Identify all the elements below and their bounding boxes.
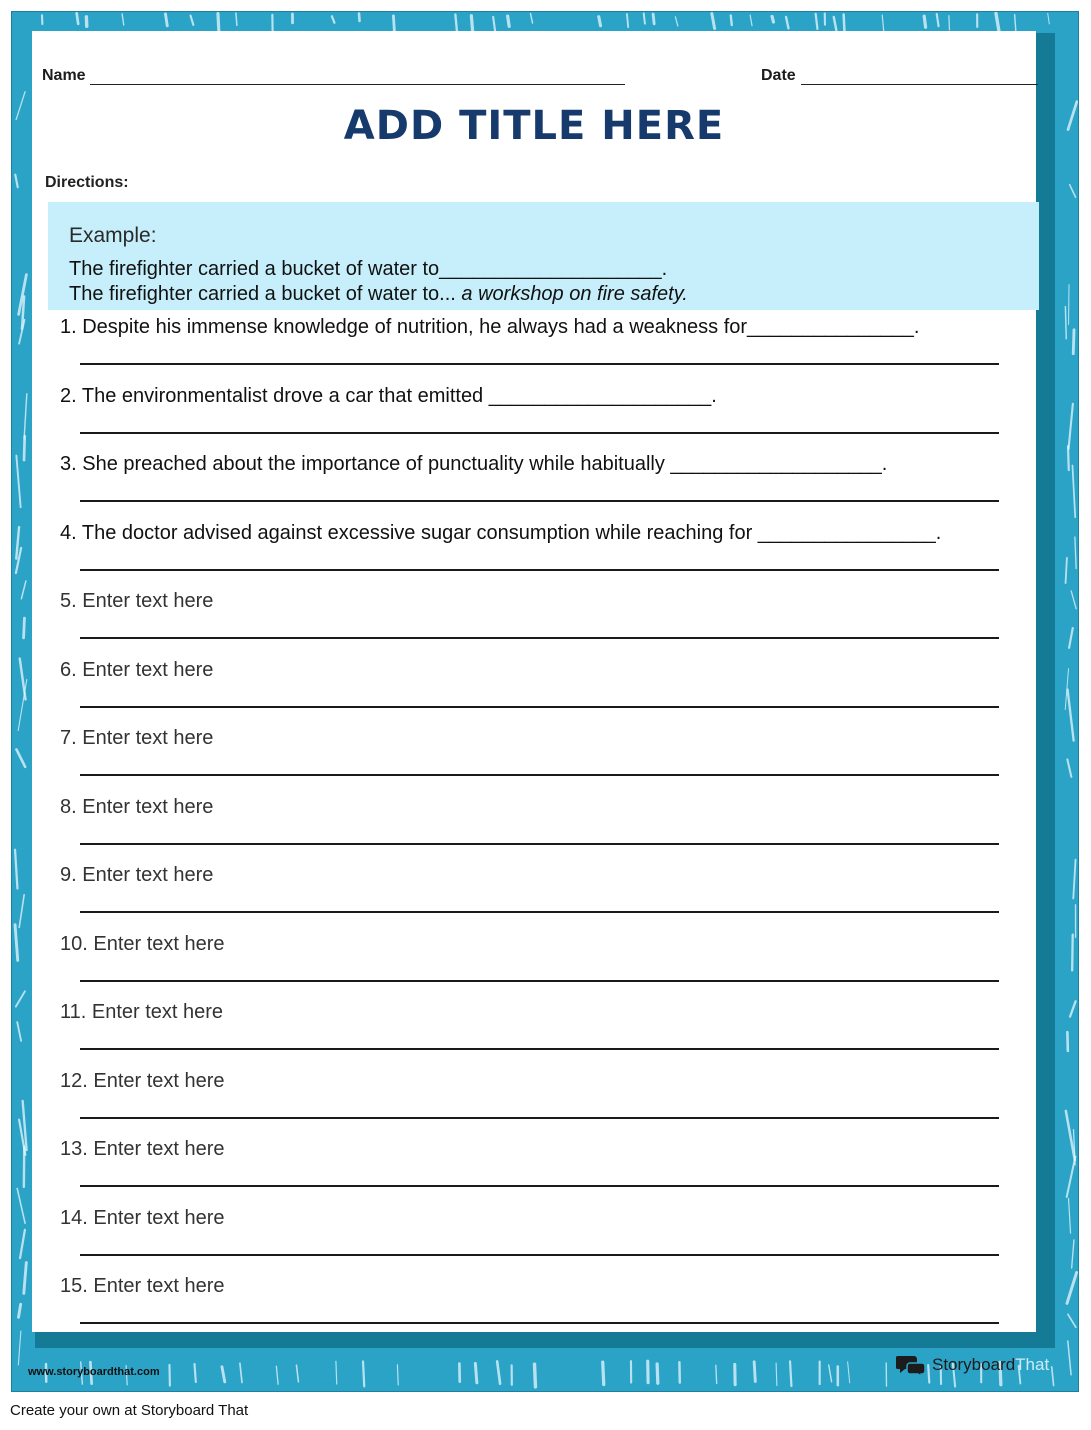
frame-streak (222, 1367, 225, 1382)
frame-streak (1069, 404, 1073, 449)
frame-streak (937, 14, 939, 26)
frame-streak (296, 1365, 298, 1382)
frame-streak (1069, 1199, 1071, 1234)
frame-streak (1070, 185, 1076, 198)
frame-streak (657, 1364, 658, 1383)
frame-streak (653, 14, 654, 24)
frame-streak (531, 14, 533, 23)
frame-streak (236, 13, 237, 25)
answer-line-10[interactable] (80, 980, 999, 982)
frame-streak (16, 991, 25, 1006)
brand-name (932, 1355, 1049, 1375)
frame-streak (276, 1366, 278, 1384)
answer-line-8[interactable] (80, 843, 999, 845)
frame-streak (816, 14, 818, 29)
frame-streak (603, 1362, 604, 1384)
question-1[interactable]: 1. Despite his immense knowledge of nutrition, he always had a weakness for_______________. (60, 316, 920, 338)
frame-streak (24, 618, 25, 638)
frame-streak (363, 1362, 364, 1387)
frame-streak (24, 436, 25, 460)
frame-streak (24, 1263, 27, 1294)
frame-streak (1071, 591, 1076, 609)
storyboardthat-logo[interactable] (896, 1354, 1049, 1376)
frame-streak (17, 1189, 25, 1224)
frame-streak (644, 13, 645, 23)
answer-line-7[interactable] (80, 774, 999, 776)
frame-streak (24, 394, 27, 439)
frame-streak (77, 13, 78, 24)
frame-streak (1068, 1314, 1076, 1327)
frame-streak (20, 1230, 25, 1258)
frame-streak (122, 14, 124, 25)
answer-line-6[interactable] (80, 706, 999, 708)
answer-line-9[interactable] (80, 911, 999, 913)
frame-streak (1068, 446, 1069, 470)
directions-label: Directions: (45, 174, 129, 191)
frame-streak (15, 850, 17, 889)
frame-streak (1052, 1367, 1054, 1386)
frame-streak (332, 16, 335, 22)
brand-name-accent: That (1015, 1355, 1050, 1374)
frame-streak (776, 1363, 777, 1385)
frame-streak (627, 14, 628, 27)
frame-streak (397, 1365, 398, 1385)
answer-line-14[interactable] (80, 1254, 999, 1256)
question-6[interactable]: 6. Enter text here (60, 658, 214, 681)
question-7[interactable]: 7. Enter text here (60, 727, 214, 749)
frame-streak (17, 1022, 21, 1041)
frame-streak (599, 17, 601, 26)
name-field[interactable] (90, 84, 625, 85)
name-label: Name (42, 67, 86, 84)
answer-line-12[interactable] (80, 1117, 999, 1119)
frame-streak (848, 1362, 850, 1383)
brand-name-main: Storyboard (932, 1355, 1016, 1374)
frame-streak (1066, 558, 1067, 583)
answer-line-5[interactable] (80, 637, 999, 639)
question-9[interactable]: 9. Enter text here (60, 864, 214, 886)
frame-streak (194, 1364, 195, 1382)
frame-streak (1073, 860, 1075, 899)
answer-line-11[interactable] (80, 1048, 999, 1050)
frame-streak (1067, 1273, 1077, 1304)
frame-streak (393, 16, 394, 32)
question-2[interactable]: 2. The environmentalist drove a car that emitted ____________________. (60, 384, 717, 407)
frame-streak (16, 456, 20, 508)
frame-streak (1015, 15, 1016, 31)
question-4[interactable]: 4. The doctor advised against excessive sugar consumption while reaching for ________________. (60, 521, 942, 544)
frame-streak (16, 527, 19, 559)
answer-line-4[interactable] (80, 569, 999, 571)
frame-streak (1072, 1240, 1074, 1268)
frame-streak (712, 14, 715, 29)
frame-streak (1068, 102, 1077, 130)
question-13[interactable]: 13. Enter text here (60, 1138, 225, 1160)
frame-streak (475, 1363, 476, 1382)
question-11[interactable]: 11. Enter text here (60, 1001, 224, 1023)
frame-streak (1065, 307, 1066, 339)
frame-streak (844, 14, 845, 32)
example-heading: Example: (69, 224, 157, 247)
frame-streak (834, 17, 837, 30)
frame-streak (924, 16, 925, 27)
question-12[interactable]: 12. Enter text here (60, 1069, 225, 1092)
create-your-own-link[interactable]: Create your own at Storyboard That (10, 1402, 249, 1419)
answer-line-1[interactable] (80, 363, 999, 365)
frame-streak (190, 16, 193, 25)
question-8[interactable]: 8. Enter text here (60, 795, 214, 818)
frame-streak (829, 1365, 832, 1382)
frame-streak (165, 14, 167, 26)
question-5[interactable]: 5. Enter text here (60, 590, 214, 612)
frame-streak (16, 749, 25, 766)
question-3[interactable]: 3. She preached about the importance of punctuality while habitually ___________________. (60, 453, 888, 475)
frame-streak (16, 92, 25, 120)
speech-bubbles-icon (896, 1354, 926, 1376)
frame-streak (754, 1362, 755, 1382)
site-url[interactable]: www.storyboardthat.com (28, 1366, 160, 1378)
frame-streak (1067, 759, 1071, 776)
example-box (48, 202, 1039, 310)
frame-streak (1072, 466, 1075, 518)
frame-streak (949, 16, 950, 30)
example-line-2 (69, 283, 688, 306)
frame-streak (21, 581, 26, 599)
frame-streak (1073, 330, 1074, 354)
answer-line-13[interactable] (80, 1185, 999, 1187)
worksheet-page (32, 31, 1036, 1332)
frame-streak (750, 15, 752, 26)
example-line-1: The firefighter carried a bucket of water to____________________. (69, 258, 668, 280)
frame-streak (19, 895, 24, 928)
frame-streak (336, 1361, 337, 1384)
frame-streak (535, 1364, 536, 1387)
question-15[interactable]: 15. Enter text here (60, 1275, 225, 1297)
frame-streak (772, 16, 773, 22)
frame-streak (731, 15, 732, 25)
frame-streak (1067, 1157, 1076, 1197)
frame-streak (218, 14, 219, 31)
frame-streak (1068, 1341, 1071, 1375)
question-10[interactable]: 10. Enter text here (60, 932, 225, 955)
frame-streak (1075, 537, 1076, 569)
frame-streak (455, 15, 457, 32)
frame-streak (882, 15, 884, 32)
example-answer: a workshop on fire safety. (461, 283, 688, 305)
date-field[interactable] (801, 84, 1038, 85)
frame-streak (1068, 689, 1074, 740)
frame-streak (1072, 935, 1073, 971)
frame-streak (19, 1304, 21, 1317)
frame-streak (996, 13, 999, 30)
frame-streak (790, 1361, 791, 1386)
frame-streak (493, 17, 495, 31)
page-title[interactable]: ADD TITLE HERE (343, 103, 725, 149)
frame-streak (15, 175, 17, 188)
frame-streak (716, 1365, 717, 1383)
frame-streak (675, 17, 677, 26)
frame-streak (18, 1331, 20, 1365)
frame-streak (497, 1361, 500, 1383)
answer-line-15[interactable] (80, 1322, 999, 1324)
answer-line-2[interactable] (80, 432, 999, 434)
frame-streak (1069, 628, 1073, 648)
answer-line-3[interactable] (80, 500, 999, 502)
frame-streak (1070, 1001, 1076, 1016)
frame-streak (508, 16, 510, 26)
frame-streak (18, 679, 27, 730)
date-label: Date (761, 67, 796, 84)
example-line-2-text: The firefighter carried a bucket of water to... (69, 283, 462, 305)
frame-streak (15, 925, 18, 961)
frame-streak (240, 1363, 242, 1382)
frame-streak (786, 17, 788, 28)
question-14[interactable]: 14. Enter text here (60, 1206, 225, 1229)
frame-streak (1048, 13, 1050, 24)
